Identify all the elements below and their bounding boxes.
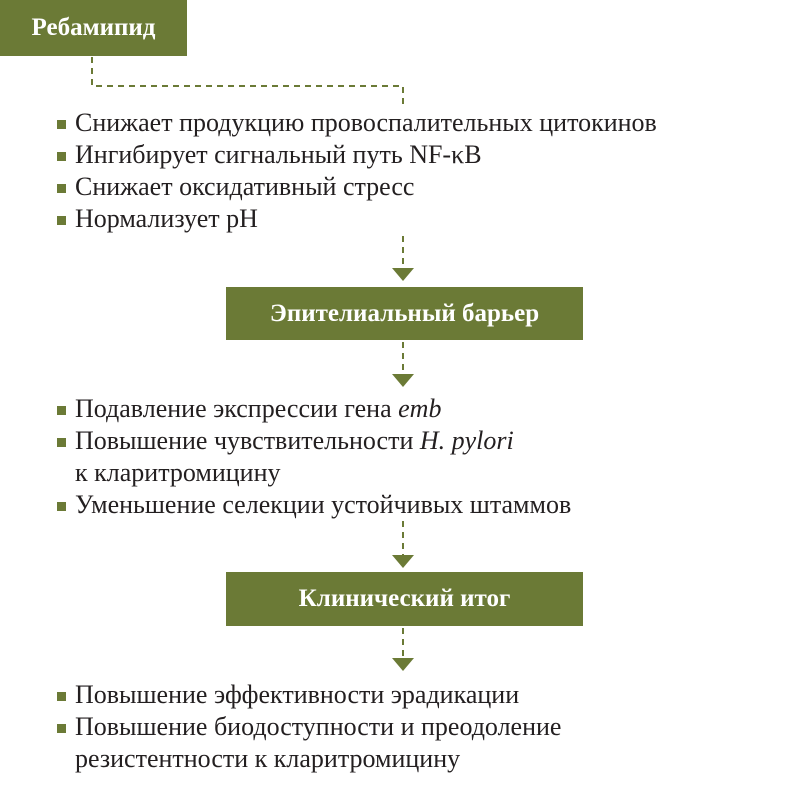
list-item: Повышение биодоступности и преодоление bbox=[55, 711, 561, 743]
mechanisms-list bbox=[55, 107, 657, 235]
item-text: Подавление экспрессии гена bbox=[75, 394, 399, 423]
list-item-continuation: резистентности к кларитромицину bbox=[75, 744, 461, 773]
list-item: Нормализует pH bbox=[55, 203, 657, 235]
list-item bbox=[55, 425, 571, 457]
arrowhead-barrier bbox=[392, 268, 414, 281]
arrowhead-group2 bbox=[392, 374, 414, 387]
list-item: Уменьшение селекции устойчивых штаммов bbox=[55, 489, 571, 521]
list-item: Ингибирует сигнальный путь NF-κB bbox=[55, 139, 657, 171]
list-item: Снижает продукцию провоспалительных цитокинов bbox=[55, 107, 657, 139]
organism-name: H. pylori bbox=[419, 426, 514, 455]
list-item: Повышение эффективности эрадикации bbox=[55, 679, 561, 711]
list-item bbox=[55, 393, 571, 425]
outcome-list bbox=[55, 679, 561, 775]
item-text: Повышение чувствительности bbox=[75, 426, 420, 455]
list-item-continuation: к кларитромицину bbox=[75, 458, 281, 487]
gene-name: emb bbox=[398, 394, 442, 423]
node-epithelial-barrier: Эпителиальный барьер bbox=[226, 287, 583, 340]
list-item: Снижает оксидативный стресс bbox=[55, 171, 657, 203]
node-clinical-outcome: Клинический итог bbox=[226, 572, 583, 626]
barrier-effects-list bbox=[55, 393, 571, 521]
arrowhead-outcome bbox=[392, 555, 414, 568]
arrowhead-group3 bbox=[392, 658, 414, 671]
connector-rebamipide bbox=[92, 57, 403, 104]
node-rebamipide: Ребамипид bbox=[0, 0, 187, 56]
